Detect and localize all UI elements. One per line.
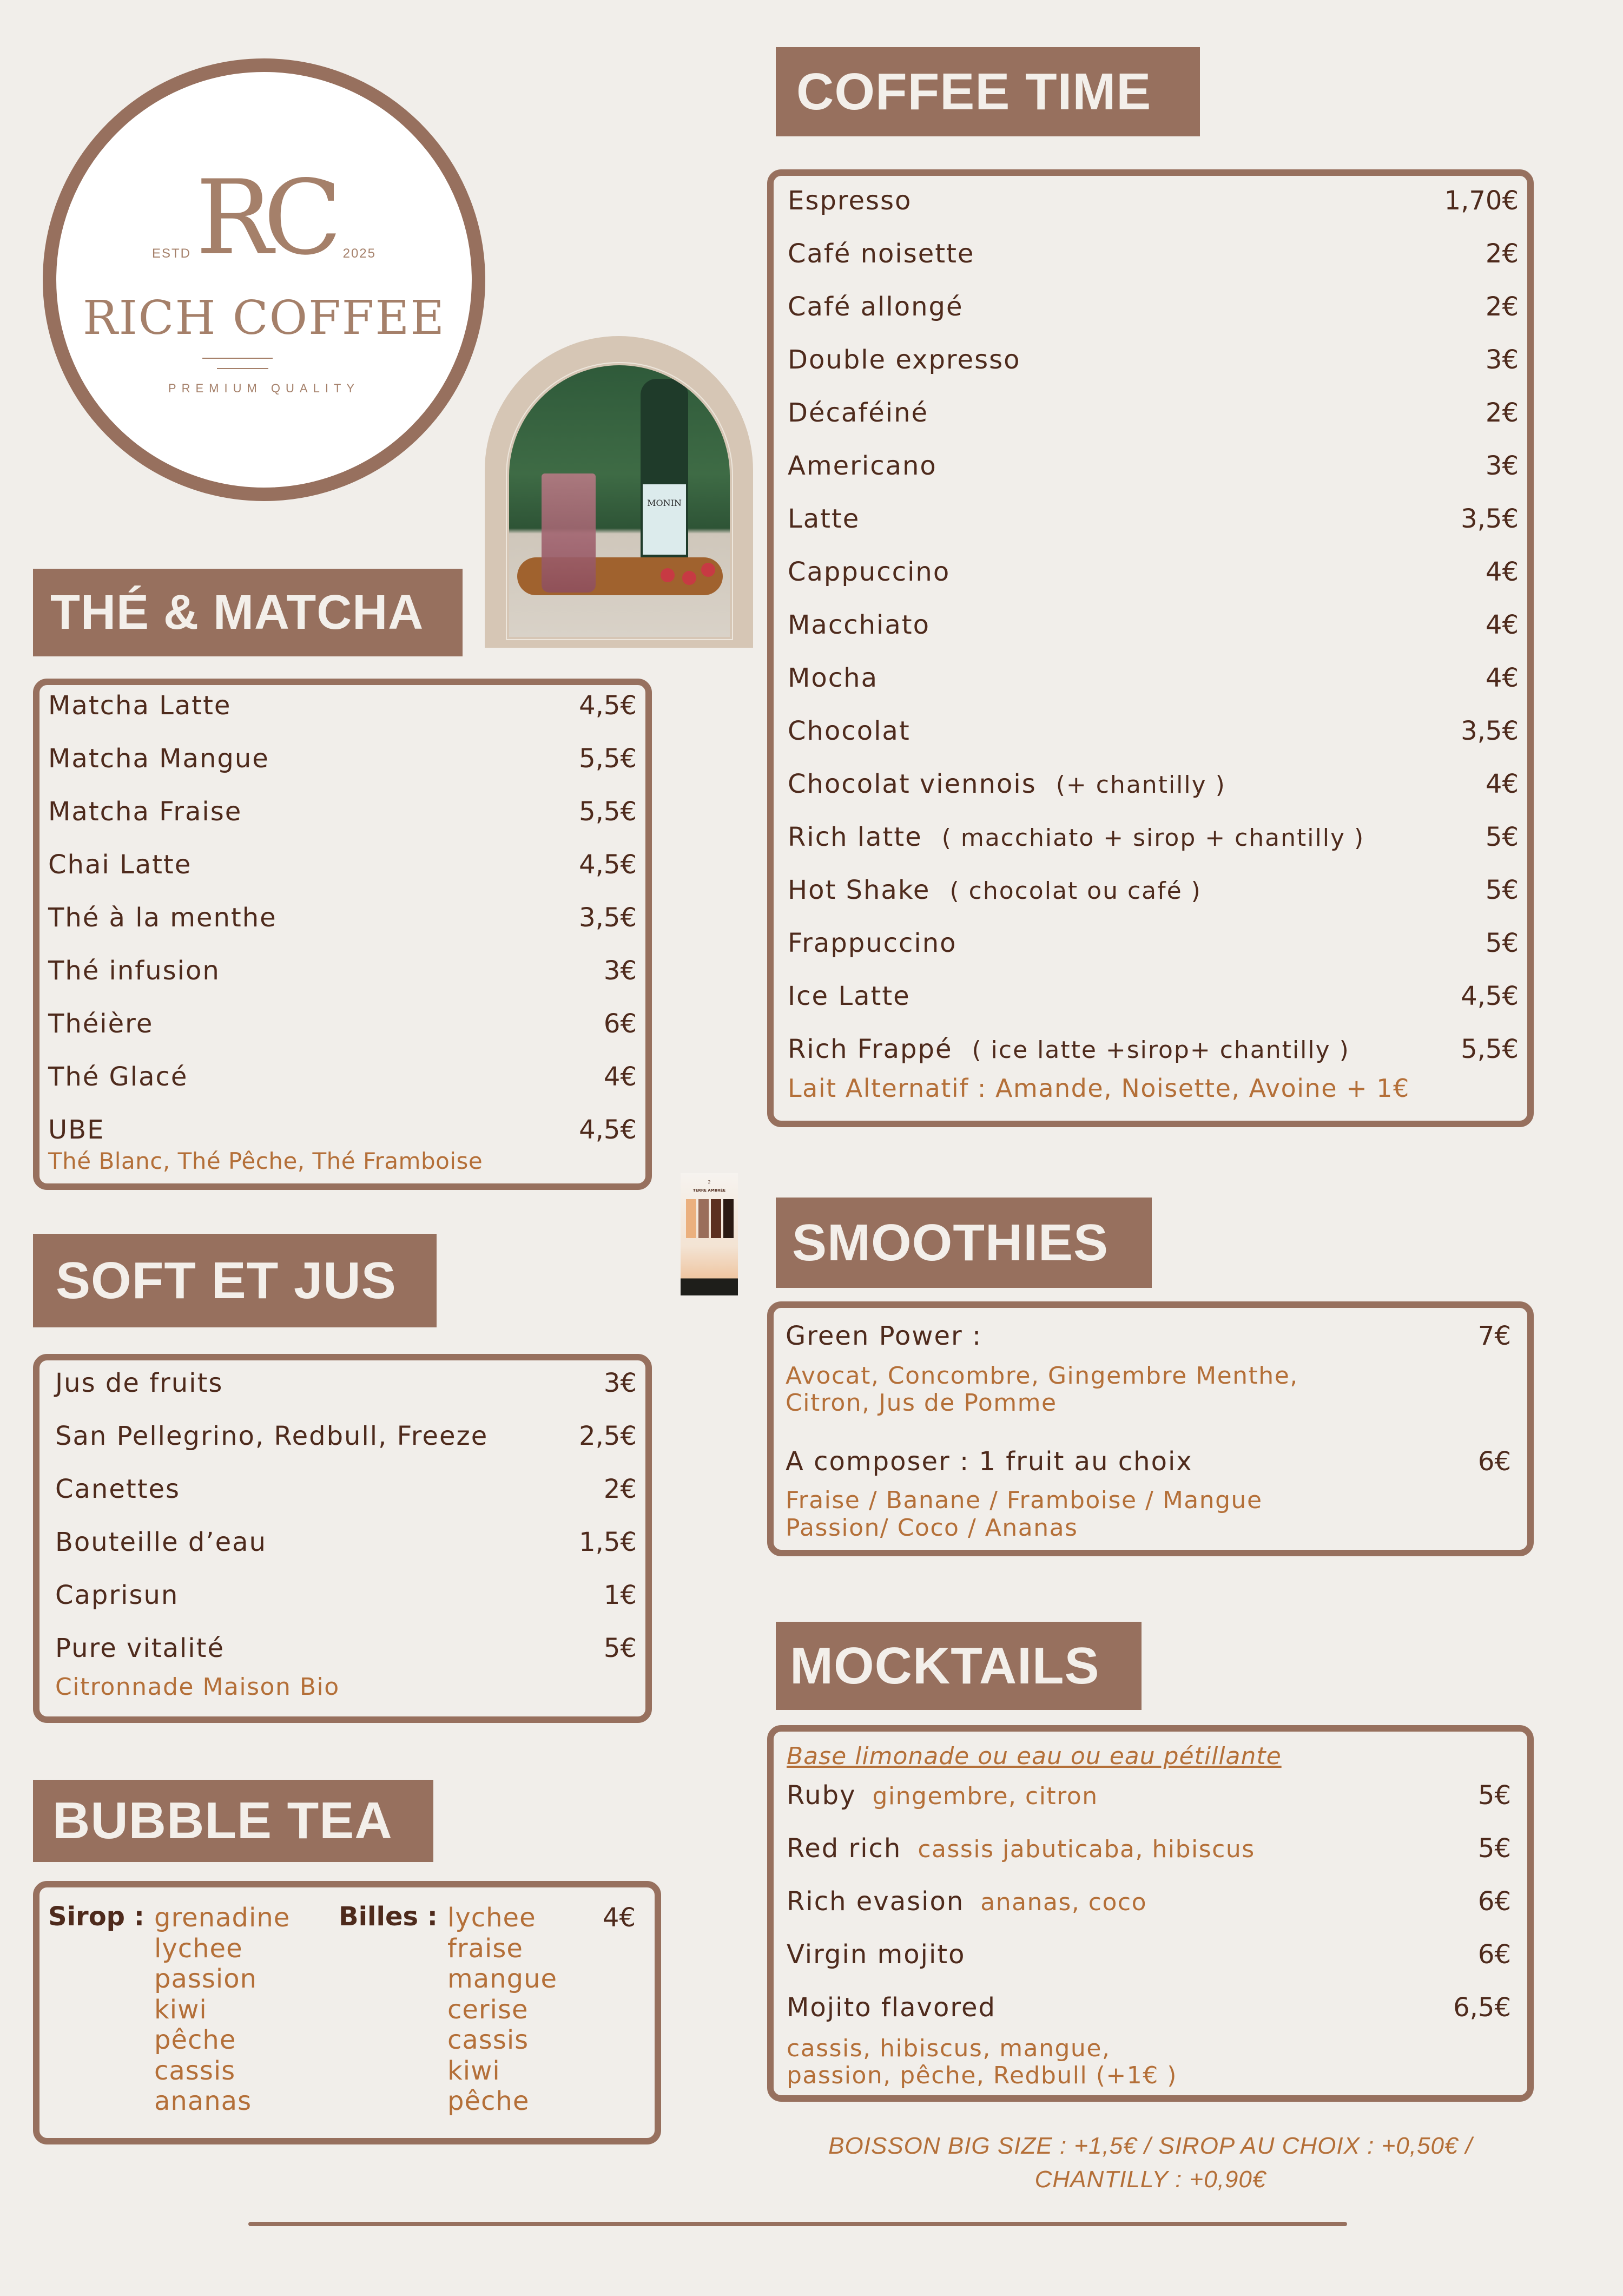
item-name: Red rich: [787, 1833, 902, 1864]
item-price: 2,5€: [579, 1421, 637, 1451]
drink-photo: [509, 365, 730, 637]
item-name: Thé infusion: [48, 956, 220, 986]
tea-menu-box: [33, 679, 652, 1190]
section-header-mocktails: MOCKTAILS: [776, 1622, 1142, 1710]
item-name: San Pellegrino, Redbull, Freeze: [55, 1421, 489, 1451]
menu-item: [774, 875, 1527, 905]
section-header-tea: THÉ & MATCHA: [33, 569, 463, 656]
menu-item: [39, 1527, 645, 1557]
item-price: 5€: [1485, 928, 1519, 958]
extras-note: BOISSON BIG SIZE : +1,5€ / SIROP AU CHOIX : +0,50€ / CHANTILLY : +0,90€: [828, 2133, 1473, 2193]
item-note: cassis jabuticaba, hibiscus: [918, 1836, 1255, 1863]
billes-label: Billes :: [339, 1902, 438, 1932]
sirop-option: grenadine: [154, 1903, 291, 1933]
section-header-smoothies: SMOOTHIES: [776, 1198, 1152, 1288]
item-name: Hot Shake: [788, 875, 931, 905]
item-price: 6€: [1477, 1886, 1511, 1917]
item-name: Frappuccino: [788, 928, 957, 958]
billes-option: cassis: [447, 2025, 529, 2055]
menu-item: [774, 239, 1527, 269]
menu-item: [39, 903, 645, 933]
item-name: Ruby: [787, 1780, 856, 1811]
item-price: 4€: [1485, 663, 1519, 693]
item-name: Thé Glacé: [48, 1062, 188, 1092]
item-price: 5€: [1485, 822, 1519, 852]
menu-item: [39, 1633, 645, 1663]
item-note: ananas, coco: [980, 1889, 1147, 1916]
item-name: Thé à la menthe: [48, 903, 277, 933]
billes-option: mangue: [447, 1964, 558, 1994]
bottle-brand: MONIN: [647, 498, 682, 508]
menu-item: [774, 716, 1527, 746]
ube-flavors: Thé Blanc, Thé Pêche, Thé Framboise: [48, 1148, 483, 1174]
palette-thumbnail: 2 TERRE AMBRÉE: [681, 1173, 738, 1295]
item-price: 5,5€: [579, 797, 637, 827]
logo-estd: ESTD: [152, 246, 192, 261]
menu-item: [774, 1034, 1527, 1064]
item-price: 5€: [603, 1633, 637, 1663]
menu-item: Green Power : 7€: [786, 1321, 1511, 1351]
menu-item: [39, 1115, 645, 1145]
item-name: UBE: [48, 1115, 105, 1145]
logo-divider: [202, 358, 273, 359]
billes-option: kiwi: [447, 2055, 500, 2086]
menu-item: [39, 1062, 645, 1092]
menu-item: [774, 504, 1527, 534]
menu-item: [774, 1780, 1527, 1811]
item-price: 5,5€: [579, 744, 637, 774]
menu-item: [774, 451, 1527, 481]
menu-item: [774, 186, 1527, 216]
item-price: 1,70€: [1444, 186, 1519, 216]
section-header-soft: SOFT ET JUS: [33, 1234, 437, 1327]
swatch: [698, 1199, 709, 1238]
sirop-list: [154, 1903, 290, 2117]
item-name: Double expresso: [788, 345, 1021, 375]
sirop-label: Sirop :: [48, 1902, 144, 1932]
logo-tagline: PREMIUM QUALITY: [168, 381, 360, 395]
sirop-option: lychee: [154, 1933, 243, 1964]
mocktails-menu-box: Base limonade ou eau ou eau pétillante Ruby gingembre, citron 5€ Red rich cassis jabuticaba, hibiscus 5€ Rich evasion ananas, coco 6€ Virgin mojito 6€ Mojito flavored 6,5€ cassis, hibiscus, mangue, passion, pêche, Redbull (+1€ ): [767, 1725, 1534, 2102]
raspberry: [701, 563, 715, 577]
item-price: 4,5€: [579, 690, 637, 721]
item-price: 1,5€: [579, 1527, 637, 1557]
item-name: Americano: [788, 451, 937, 481]
menu-item: [39, 850, 645, 880]
logo-year: 2025: [342, 246, 376, 261]
item-note: ( macchiato + sirop + chantilly ): [941, 824, 1365, 852]
item-price: 2€: [603, 1474, 637, 1504]
menu-item: [774, 1939, 1527, 1970]
item-name: Décaféiné: [788, 398, 929, 428]
item-price: 1€: [603, 1580, 637, 1610]
sirop-option: passion: [154, 1964, 258, 1994]
item-name: Bouteille d’eau: [55, 1527, 267, 1557]
menu-item: [774, 557, 1527, 587]
item-note: gingembre, citron: [872, 1782, 1098, 1810]
section-header-coffee: COFFEE TIME: [776, 47, 1200, 136]
billes-list: [447, 1903, 557, 2117]
menu-item: [39, 797, 645, 827]
menu-item: [39, 1474, 645, 1504]
mocktail-glass: [542, 473, 596, 593]
item-name: Mojito flavored: [787, 1992, 996, 2023]
item-price: 2€: [1485, 292, 1519, 322]
coffee-menu-box: [767, 169, 1534, 1127]
billes-option: pêche: [447, 2086, 530, 2116]
logo-badge: [43, 58, 485, 501]
item-price: 5€: [1477, 1780, 1511, 1811]
item-name: Canettes: [55, 1474, 181, 1504]
logo-brand: RICH COFFEE: [82, 291, 446, 345]
raspberry: [682, 571, 696, 585]
item-name: Mocha: [788, 663, 879, 693]
menu-item: [774, 822, 1527, 852]
item-name: Caprisun: [55, 1580, 179, 1610]
item-price: 6€: [603, 1009, 637, 1039]
item-price: 3€: [1485, 345, 1519, 375]
item-price: 2€: [1485, 398, 1519, 428]
item-name: Ice Latte: [788, 981, 911, 1011]
logo-divider: [217, 368, 268, 369]
menu-item: [39, 1368, 645, 1398]
item-name: Matcha Mangue: [48, 744, 269, 774]
menu-item: [774, 663, 1527, 693]
menu-item: [774, 345, 1527, 375]
item-name: Théière: [48, 1009, 154, 1039]
item-name: Virgin mojito: [787, 1939, 966, 1970]
item-price: 4,5€: [579, 1115, 637, 1145]
menu-item: [774, 1886, 1527, 1917]
smoothies-menu-box: Green Power : 7€ Avocat, Concombre, Gingembre Menthe, Citron, Jus de Pomme A composer : 1 fruit au choix 6€ Fraise / Banane / Framboise / Mangue Passion/ Coco / Ananas: [767, 1301, 1534, 1556]
item-name: Matcha Latte: [48, 690, 232, 721]
item-price: 3€: [603, 956, 637, 986]
billes-option: fraise: [447, 1933, 523, 1964]
menu-item: [39, 690, 645, 721]
item-price: 5,5€: [1461, 1034, 1519, 1064]
item-name: Latte: [788, 504, 860, 534]
menu-item: [39, 956, 645, 986]
bubble-menu-box: [33, 1881, 661, 2144]
sirop-option: kiwi: [154, 1994, 207, 2025]
billes-option: cerise: [447, 1994, 529, 2025]
logo-monogram: RC: [195, 158, 333, 278]
item-name: Chocolat: [788, 716, 911, 746]
item-name: Jus de fruits: [55, 1368, 223, 1398]
menu-item: A composer : 1 fruit au choix 6€: [786, 1446, 1511, 1477]
item-name: Espresso: [788, 186, 912, 216]
item-name: Pure vitalité: [55, 1633, 225, 1663]
menu-item: [39, 744, 645, 774]
soft-menu-box: [33, 1354, 652, 1723]
menu-item: [774, 769, 1527, 799]
sirop-option: cassis: [154, 2055, 236, 2086]
sirop-option: pêche: [154, 2025, 236, 2055]
item-price: 3,5€: [1461, 504, 1519, 534]
menu-item: [774, 1992, 1527, 2023]
menu-item: [39, 1580, 645, 1610]
pure-vitalite-desc: Citronnade Maison Bio: [55, 1673, 340, 1701]
menu-item: [774, 610, 1527, 640]
item-price: 2€: [1485, 239, 1519, 269]
menu-item: [774, 292, 1527, 322]
item-name: Cappuccino: [788, 557, 951, 587]
mocktail-base-note: Base limonade ou eau ou eau pétillante: [787, 1742, 1282, 1770]
swatch: [686, 1199, 696, 1238]
item-note: (+ chantilly ): [1055, 771, 1226, 799]
item-note: ( chocolat ou café ): [949, 877, 1202, 905]
item-price: 4,5€: [579, 850, 637, 880]
menu-item: [39, 1009, 645, 1039]
menu-item: [774, 1833, 1527, 1864]
syrup-bottle: [641, 379, 688, 565]
item-name: Café allongé: [788, 292, 964, 322]
drink-photo-frame: [485, 336, 753, 648]
item-price: 3€: [603, 1368, 637, 1398]
swatch: [711, 1199, 721, 1238]
raspberry: [661, 568, 675, 582]
item-price: 3,5€: [1461, 716, 1519, 746]
item-name: Chai Latte: [48, 850, 192, 880]
menu-item: [774, 981, 1527, 1011]
item-price: 4€: [1485, 769, 1519, 799]
item-name: Chocolat viennois: [788, 769, 1037, 799]
item-price: 6,5€: [1453, 1992, 1511, 2023]
item-name: Café noisette: [788, 239, 975, 269]
item-name: Matcha Fraise: [48, 797, 242, 827]
sirop-option: ananas: [154, 2086, 252, 2116]
item-name: Rich latte: [788, 822, 922, 852]
item-note: ( ice latte +sirop+ chantilly ): [972, 1036, 1350, 1064]
billes-option: lychee: [447, 1903, 536, 1933]
bubble-price: 4€: [602, 1903, 636, 1933]
swatch: [723, 1199, 734, 1238]
menu-item: [774, 928, 1527, 958]
section-header-bubble: BUBBLE TEA: [33, 1780, 433, 1862]
item-price: 4€: [1485, 557, 1519, 587]
item-price: 3,5€: [579, 903, 637, 933]
item-price: 5€: [1485, 875, 1519, 905]
item-price: 6€: [1477, 1939, 1511, 1970]
coffee-alt-milk: Lait Alternatif : Amande, Noisette, Avoine + 1€: [788, 1074, 1410, 1103]
item-name: Rich evasion: [787, 1886, 965, 1917]
menu-item: [39, 1421, 645, 1451]
item-price: 4,5€: [1461, 981, 1519, 1011]
item-price: 3€: [1485, 451, 1519, 481]
item-name: Rich Frappé: [788, 1034, 953, 1064]
menu-item: [774, 398, 1527, 428]
bottom-divider: [248, 2222, 1347, 2226]
item-price: 5€: [1477, 1833, 1511, 1864]
item-price: 4€: [1485, 610, 1519, 640]
item-price: 4€: [603, 1062, 637, 1092]
item-name: Macchiato: [788, 610, 930, 640]
